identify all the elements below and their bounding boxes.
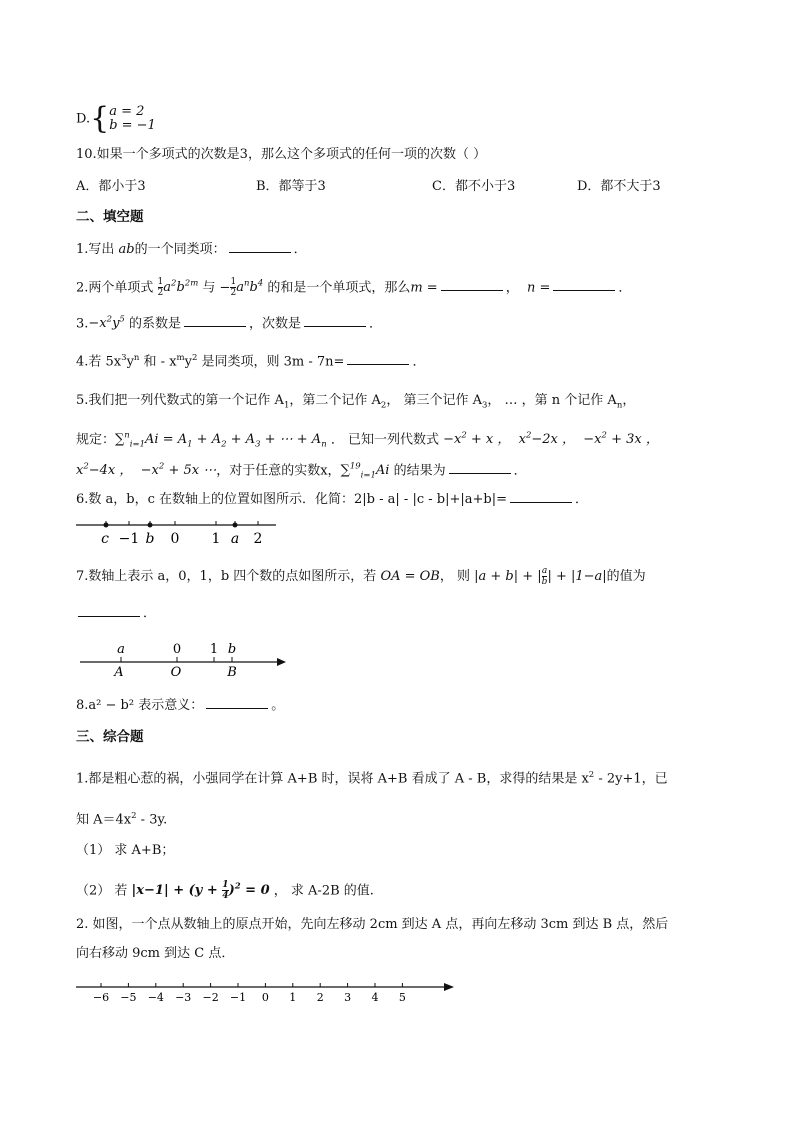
q-text: 7.数轴上表示 a，0，1，b 四个数的点如图所示，若 [76, 569, 377, 584]
q-text: ， 则 [439, 569, 470, 584]
answer-blank [449, 461, 511, 474]
comp-q1-part2 [76, 878, 374, 901]
brace-icon: { [90, 101, 110, 136]
answer-blank [510, 490, 572, 503]
q-text: - 3y. [136, 812, 168, 828]
nl3-tick-label: 0 [261, 991, 269, 1004]
answer-blank [184, 314, 246, 327]
nl1-label-b: b [145, 531, 155, 547]
q-text: ，对于任意的实数x， [216, 463, 341, 479]
number-line-integers [76, 978, 466, 1004]
q-text: 的一个同类项： [134, 242, 226, 257]
point-b [148, 523, 153, 528]
nl1-label-c: c [101, 531, 109, 547]
nl3-tick-label: −6 [92, 991, 110, 1004]
arrow-right-icon [444, 983, 454, 991]
q-text: 2.两个单项式 [76, 280, 158, 296]
q-text: 8.a² − b² 表示意义： [76, 698, 204, 713]
q-text: 的值为 [606, 569, 646, 584]
comp-q1-part1: （1） 求 A+B； [76, 843, 175, 858]
nl2-label-b: b [227, 642, 237, 657]
q-text: 。 [271, 698, 285, 713]
nl2-point-A: A [114, 665, 124, 678]
math-term: $-x^2y^5$ [88, 315, 125, 332]
q-text: 1.都是粗心惹的祸，小强同学在计算 A+B 时，误将 A+B 看成了 A - B，求得的结果是 x [76, 771, 589, 787]
fraction: $\frac{1}{2}$ [230, 277, 237, 299]
answer-blank [441, 278, 503, 291]
math-formula: |a + b| + | $\frac{a}{b}$ | + |1−a| [474, 566, 607, 587]
number-line-abc [76, 516, 286, 548]
q-text: ． [369, 316, 383, 332]
math-formula: $-x^2 + x$ ， $x^2-2x$ ， $-x^2 + 3x$ ， [443, 431, 659, 448]
math-formula: $\sum^n_{i=1}Ai = A_1 + A_2 + A_3$ + ⋯ + $A_n$ [115, 431, 327, 450]
equation-row: a = 2 [109, 104, 145, 119]
math-formula: ∑$^{19}_{i=1}$Ai [340, 462, 390, 481]
option-d-label: D. [76, 111, 91, 127]
nl1-label-0: 0 [170, 531, 180, 547]
q10-option-b: B．都等于3 [256, 179, 326, 194]
point-a [233, 523, 238, 528]
q-text: ， 第三个记作 A [386, 393, 482, 408]
fill-q6 [76, 490, 588, 509]
q-text: 6.数 a，b，c 在数轴上的位置如图所示．化简：2|b - a| - |c - b|+|a+b|= [76, 492, 507, 507]
fill-q4: 4.若 $5x^3y^n$ 和 - $x^my^2$ 是同类项，则 3m - 7n= ． [76, 353, 426, 370]
nl1-label-a: a [230, 531, 240, 547]
q-text: - 2y+1，已 [594, 771, 668, 787]
fill-q8 [76, 696, 284, 715]
equation-system [109, 105, 156, 133]
answer-blank [347, 352, 409, 365]
nl2-label-1: 1 [209, 642, 219, 657]
math-term: ab [118, 242, 135, 257]
nl3-tick-label: −3 [175, 991, 192, 1004]
answer-blank [206, 696, 268, 709]
comp-q1-line2: 知 $A=4x^2 - 3y$. [76, 811, 168, 828]
q9-option-d [76, 101, 156, 136]
q-text: ． [513, 463, 527, 479]
math-term: $a^2b^{2m}$ [163, 279, 199, 296]
math-formula: $x^2-4x$ ， $-x^2 + 5x$ ⋯ [76, 462, 217, 479]
arrow-right-icon [277, 658, 286, 666]
q-text: ． [618, 280, 632, 296]
q-text: ， [622, 393, 636, 408]
fill-q5-line3 [76, 458, 527, 485]
fill-q3 [76, 311, 382, 333]
comp-q1-line1: 1.都是粗心惹的祸，小强同学在计算 A+B 时，误将 A+B 看成了 A - B，求得的结果是 $x^2 - 2y+1$，已 [76, 770, 668, 787]
q-text: ，第二个记作 A [289, 393, 381, 408]
nl3-tick-label: −2 [202, 991, 219, 1004]
fill-q5-line2 [76, 427, 659, 454]
nl1-label-neg1: −1 [118, 531, 140, 547]
nl1-label-1: 1 [211, 531, 221, 547]
nl3-tick-label: −4 [147, 991, 164, 1004]
q10-option-a: A．都小于3 [76, 179, 146, 194]
fill-q7-blank-line [78, 604, 156, 623]
q-text: 的结果为 [393, 463, 446, 479]
nl2-label-0: 0 [172, 642, 182, 657]
q-text: 和 - x [139, 354, 177, 370]
math-term: n = [526, 280, 551, 296]
q-text: ． [293, 242, 307, 257]
q-text: ， [505, 280, 519, 296]
answer-blank [229, 240, 291, 253]
number-line-aob [76, 638, 291, 678]
answer-blank [553, 278, 615, 291]
q-text: ． [412, 354, 426, 370]
q-text: 是同类项，则 3m - 7n= [197, 354, 345, 370]
q-text: y [126, 354, 134, 370]
math-term: m = [410, 280, 438, 296]
q10-option-d: D．都不大于3 [577, 179, 661, 194]
q10-stem: 10.如果一个多项式的次数是3，那么这个多项式的任何一项的次数（ ） [76, 147, 487, 162]
q-text: ． [143, 606, 157, 621]
q-text: ，次数是 [249, 316, 302, 332]
q-text: ， … ，第 n 个记作 A [487, 393, 617, 408]
nl3-tick-label: −1 [229, 991, 247, 1004]
comp-q2-line1: 2. 如图，一个点从数轴上的原点开始，先向左移动 2cm 到达 A 点，再向左移动 3cm 到达 B 点，然后 [76, 917, 669, 932]
fill-q5-line1: 5.我们把一列代数式的第一个记作 $A_1$，第二个记作 $A_2$， 第三个记作 $A_3$， … ，第 n 个记作 $A_n$， [76, 393, 636, 411]
nl2-point-B: B [227, 665, 237, 678]
q-text: 知 A＝4x [76, 812, 132, 828]
q-text: 3. [76, 316, 89, 332]
answer-blank [304, 314, 366, 327]
q-text: ． [574, 492, 588, 507]
fill-q7 [76, 566, 646, 587]
math-term: − [219, 280, 231, 296]
equation-row: b = −1 [109, 118, 156, 133]
math-formula: |x−1| + (y + $\frac{1}{4}$ )$^2$ = 0 [131, 880, 270, 902]
q-text: 的和是一个单项式，那么 [263, 280, 411, 296]
nl1-label-2: 2 [253, 531, 263, 547]
q-text: 与 [202, 280, 220, 296]
math-term: OA = OB [380, 569, 440, 584]
math-term: $a^nb^4$ [236, 279, 264, 296]
comp-q2-line2: 向右移动 9cm 到达 C 点． [76, 946, 235, 961]
nl3-tick-label: 1 [289, 991, 297, 1004]
nl3-tick-label: 5 [398, 991, 406, 1004]
q-text: （2） 若 [76, 883, 128, 899]
nl3-tick-label: −5 [120, 991, 137, 1004]
section-title-fill: 二、填空题 [76, 209, 144, 225]
section-title-comprehensive: 三、综合题 [76, 729, 144, 745]
answer-blank [78, 604, 140, 617]
point-c [104, 523, 109, 528]
nl3-tick-label: 4 [371, 991, 379, 1004]
q-text: 4.若 5x [76, 354, 122, 370]
q-text: y [184, 354, 192, 370]
q-text: 5.我们把一列代数式的第一个记作 A [76, 393, 284, 408]
q-text: ， 求 A-2B 的值. [273, 883, 374, 899]
nl3-tick-label: 2 [316, 991, 324, 1004]
fill-q1 [76, 240, 307, 259]
q-text: ． 已知一列代数式 [330, 432, 439, 448]
q-text: 的系数是 [128, 316, 181, 332]
nl2-point-O: O [170, 665, 182, 678]
q10-option-c: C．都不小于3 [432, 179, 516, 194]
q-text: 1.写出 [76, 242, 119, 257]
fill-q2 [76, 275, 631, 298]
nl2-label-a: a [117, 642, 125, 657]
q-text: 规定： [76, 432, 116, 448]
nl3-tick-label: 3 [344, 991, 352, 1004]
fraction: $\frac{1}{2}$ [157, 277, 164, 299]
